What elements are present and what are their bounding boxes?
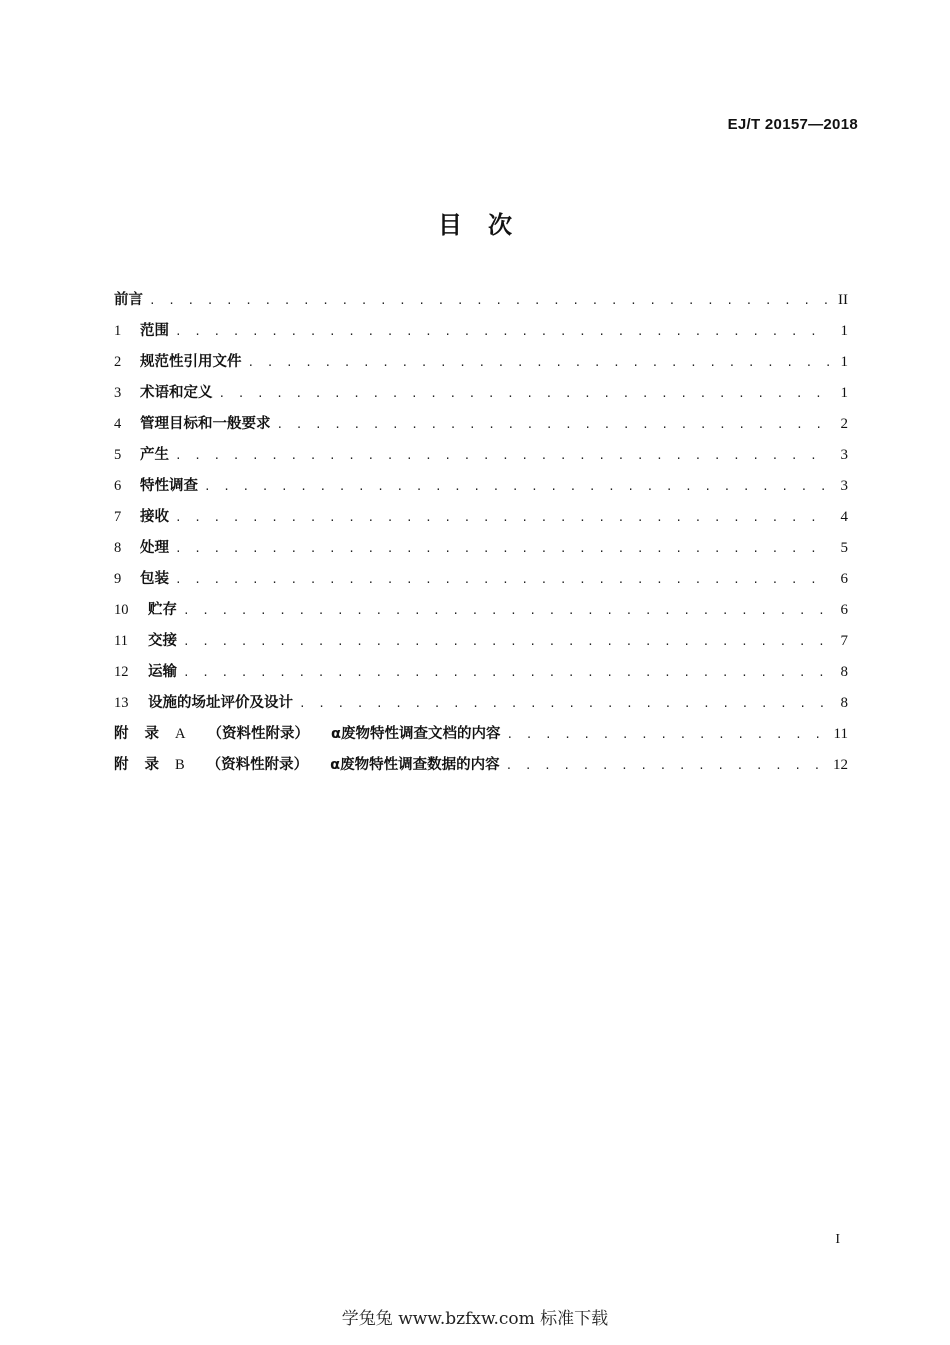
- toc-entry-page: 6: [840, 571, 848, 587]
- toc-entry-number: 13: [114, 695, 129, 711]
- toc-entry-page: 1: [840, 323, 848, 339]
- toc-entry-page: 12: [833, 757, 848, 773]
- dot-leader: [204, 480, 830, 493]
- annex-word: 附录: [114, 757, 175, 773]
- toc-entry-13[interactable]: [114, 691, 848, 722]
- toc-entry-page: 1: [840, 354, 848, 370]
- toc-entry-number: 1: [114, 323, 122, 339]
- toc-entry-number: 2: [114, 354, 122, 370]
- dot-leader: [506, 728, 827, 741]
- page-number: I: [835, 1232, 840, 1247]
- toc-entry-number: 5: [114, 447, 122, 463]
- annex-letter: A: [175, 726, 186, 742]
- toc-entry-9[interactable]: [114, 567, 848, 598]
- toc-entry-page: 7: [840, 633, 848, 649]
- toc-entry-label: 范围: [140, 323, 169, 339]
- toc-entry-page: 2: [840, 416, 848, 432]
- toc-entry-3[interactable]: [114, 381, 848, 412]
- toc-entry-label: 前言: [114, 292, 143, 308]
- toc-entry-label: 术语和定义: [140, 385, 213, 401]
- toc-entry-page: II: [838, 292, 848, 308]
- annex-type: （资料性附录）: [206, 757, 309, 773]
- toc-entry-label: α废物特性调查数据的内容: [330, 757, 500, 773]
- toc-title: 目次: [438, 211, 538, 239]
- toc-entry-label: 贮存: [148, 602, 177, 618]
- toc-entry-number: 3: [114, 385, 122, 401]
- dot-leader: [248, 356, 831, 369]
- toc-entry-label: 规范性引用文件: [140, 354, 242, 370]
- toc-entry-5[interactable]: [114, 443, 848, 474]
- toc-entry-6[interactable]: [114, 474, 848, 505]
- annex-type: （资料性附录）: [207, 726, 309, 742]
- toc-entry-page: 11: [833, 726, 848, 742]
- toc-entry-page: 1: [840, 385, 848, 401]
- toc-entry-label: 运输: [148, 664, 177, 680]
- toc-entry-7[interactable]: [114, 505, 848, 536]
- toc-entry-number: 10: [114, 602, 129, 618]
- toc-entry-appendix-b[interactable]: [114, 753, 848, 784]
- annex-word: 附录: [114, 726, 175, 742]
- toc-entry-label: 处理: [140, 540, 169, 556]
- dot-leader: [175, 511, 830, 524]
- dot-leader: [175, 573, 830, 586]
- toc-entry-label: 特性调查: [140, 478, 198, 494]
- dot-leader: [219, 387, 831, 400]
- dot-leader: [175, 542, 830, 555]
- toc-entry-label: 管理目标和一般要求: [140, 416, 271, 432]
- dot-leader: [149, 294, 830, 307]
- toc-entry-number: 11: [114, 633, 128, 649]
- toc-entry-10[interactable]: [114, 598, 848, 629]
- toc-entry-2[interactable]: [114, 350, 848, 381]
- toc-entry-label: 接收: [140, 509, 169, 525]
- toc-entry-foreword[interactable]: [114, 288, 848, 319]
- toc-entry-number: 9: [114, 571, 122, 587]
- toc-entry-page: 5: [840, 540, 848, 556]
- table-of-contents: [114, 288, 848, 784]
- toc-entry-page: 8: [840, 695, 848, 711]
- toc-entry-number: 7: [114, 509, 122, 525]
- toc-entry-4[interactable]: [114, 412, 848, 443]
- toc-entry-12[interactable]: [114, 660, 848, 691]
- standard-code: EJ/T 20157—2018: [727, 116, 858, 133]
- dot-leader: [277, 418, 831, 431]
- dot-leader: [299, 697, 830, 710]
- toc-entry-8[interactable]: [114, 536, 848, 567]
- toc-entry-page: 3: [840, 478, 848, 494]
- toc-entry-label: 产生: [140, 447, 169, 463]
- toc-entry-number: 6: [114, 478, 122, 494]
- toc-entry-appendix-a[interactable]: [114, 722, 848, 753]
- toc-entry-number: 12: [114, 664, 129, 680]
- toc-entry-number: 8: [114, 540, 122, 556]
- toc-entry-page: 4: [840, 509, 848, 525]
- toc-entry-11[interactable]: [114, 629, 848, 660]
- toc-entry-label: 交接: [148, 633, 177, 649]
- toc-entry-page: 3: [840, 447, 848, 463]
- annex-letter: B: [175, 757, 185, 773]
- dot-leader: [175, 449, 830, 462]
- toc-entry-page: 6: [840, 602, 848, 618]
- dot-leader: [183, 604, 830, 617]
- toc-entry-page: 8: [840, 664, 848, 680]
- toc-entry-1[interactable]: [114, 319, 848, 350]
- toc-entry-number: 4: [114, 416, 122, 432]
- toc-entry-label: α废物特性调查文档的内容: [330, 726, 501, 742]
- dot-leader: [183, 635, 830, 648]
- dot-leader: [506, 759, 827, 772]
- toc-entry-label: 设施的场址评价及设计: [148, 695, 293, 711]
- dot-leader: [175, 325, 830, 338]
- footer-watermark: 学兔兔 www.bzfxw.com 标准下载: [341, 1309, 609, 1329]
- toc-entry-label: 包装: [140, 571, 169, 587]
- dot-leader: [183, 666, 830, 679]
